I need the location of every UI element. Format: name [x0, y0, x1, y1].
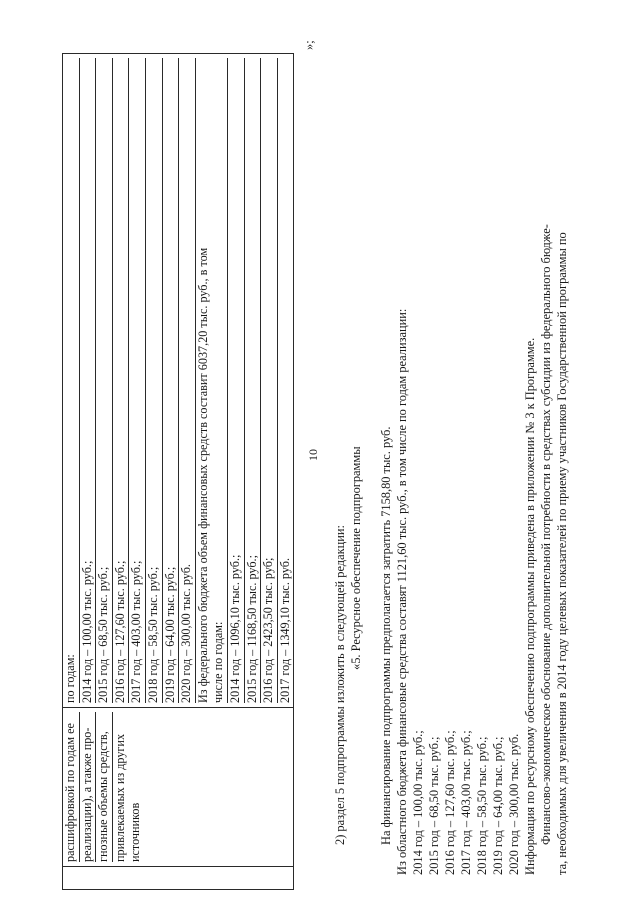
- body-line: 2020 год – 300,00 тыс. руб.: [507, 733, 521, 875]
- body-line: та, необходимых для увеличения в 2014 году целевых показателей по приему участников Государственной программы по: [555, 232, 569, 875]
- body-line: 2019 год – 64,00 тыс. руб.;: [491, 736, 505, 875]
- body-line: Из областного бюджета финансовые средства составят 1121,60 тыс. руб., в том числе по годам реализации:: [395, 308, 409, 875]
- table-empty-cell: [63, 867, 294, 890]
- funding-table: [62, 53, 294, 890]
- body-line: 2018 год – 58,50 тыс. руб.;: [475, 736, 489, 875]
- table-right-line: 2017 год – 403,00 тыс. руб.;: [129, 58, 146, 703]
- table-right-line: 2015 год – 68,50 тыс. руб.;: [96, 58, 113, 703]
- table-right-cell: [63, 54, 294, 708]
- table-left-line: привлекаемых из других: [112, 733, 127, 862]
- table-right-line: 2018 год – 58,50 тыс. руб.;: [146, 58, 163, 703]
- table-right-line: 2020 год – 300,00 тыс. руб.: [179, 58, 196, 703]
- body-line: 2016 год – 127,60 тыс. руб.;: [443, 730, 457, 875]
- body-line: Финансово-экономическое обоснование дополнительной потребности в средствах субсидии из федерального бюдже-: [539, 224, 553, 845]
- page-number: 10: [306, 449, 320, 461]
- section-title: «5. Ресурсное обеспечение подпрограммы: [349, 446, 363, 670]
- body-line: 2014 год – 100,00 тыс. руб.;: [411, 730, 425, 875]
- table-right-line: 2017 год – 1349,10 тыс. руб.: [277, 557, 292, 703]
- closing-quote: »;: [302, 40, 316, 50]
- body-line: Информация по ресурсному обеспечению подпрограммы приведена в приложении № 3 к Программе.: [523, 337, 537, 875]
- table-left-line: реализации), а также про-: [80, 712, 97, 862]
- table-right-line: числе по годам:: [211, 58, 228, 703]
- body-line: 2017 год – 403,00 тыс. руб.;: [459, 730, 473, 875]
- table-right-line: 2019 год – 64,00 тыс. руб.;: [163, 58, 180, 703]
- table-left-cell: [63, 708, 294, 867]
- body-line: 2015 год – 68,50 тыс. руб.;: [427, 736, 441, 875]
- body-line: На финансирование подпрограммы предполагается затратить 7158,80 тыс. руб.: [379, 426, 393, 845]
- table-right-line: 2016 год – 2423,50 тыс. руб;: [261, 58, 278, 703]
- table-right-line: 2015 год – 1168,50 тыс. руб.;: [245, 58, 262, 703]
- amendment-item: 2) раздел 5 подпрограммы изложить в следующей редакции:: [333, 525, 347, 845]
- table-left-line: расшифровкой по годам ее: [63, 712, 80, 862]
- table-right-line: 2014 год – 100,00 тыс. руб.;: [80, 58, 97, 703]
- table-right-line: 2014 год – 1096,10 тыс. руб.;: [228, 58, 245, 703]
- table-left-line: источников: [128, 802, 143, 862]
- table-left-line: гнозные объемы средств,: [96, 712, 113, 862]
- table-right-line: Из федерального бюджета объем финансовых средств составит 6037,20 тыс. руб., в том: [195, 247, 210, 703]
- table-right-line: по годам:: [63, 58, 80, 703]
- table-right-line: 2016 год – 127,60 тыс. руб.;: [113, 58, 130, 703]
